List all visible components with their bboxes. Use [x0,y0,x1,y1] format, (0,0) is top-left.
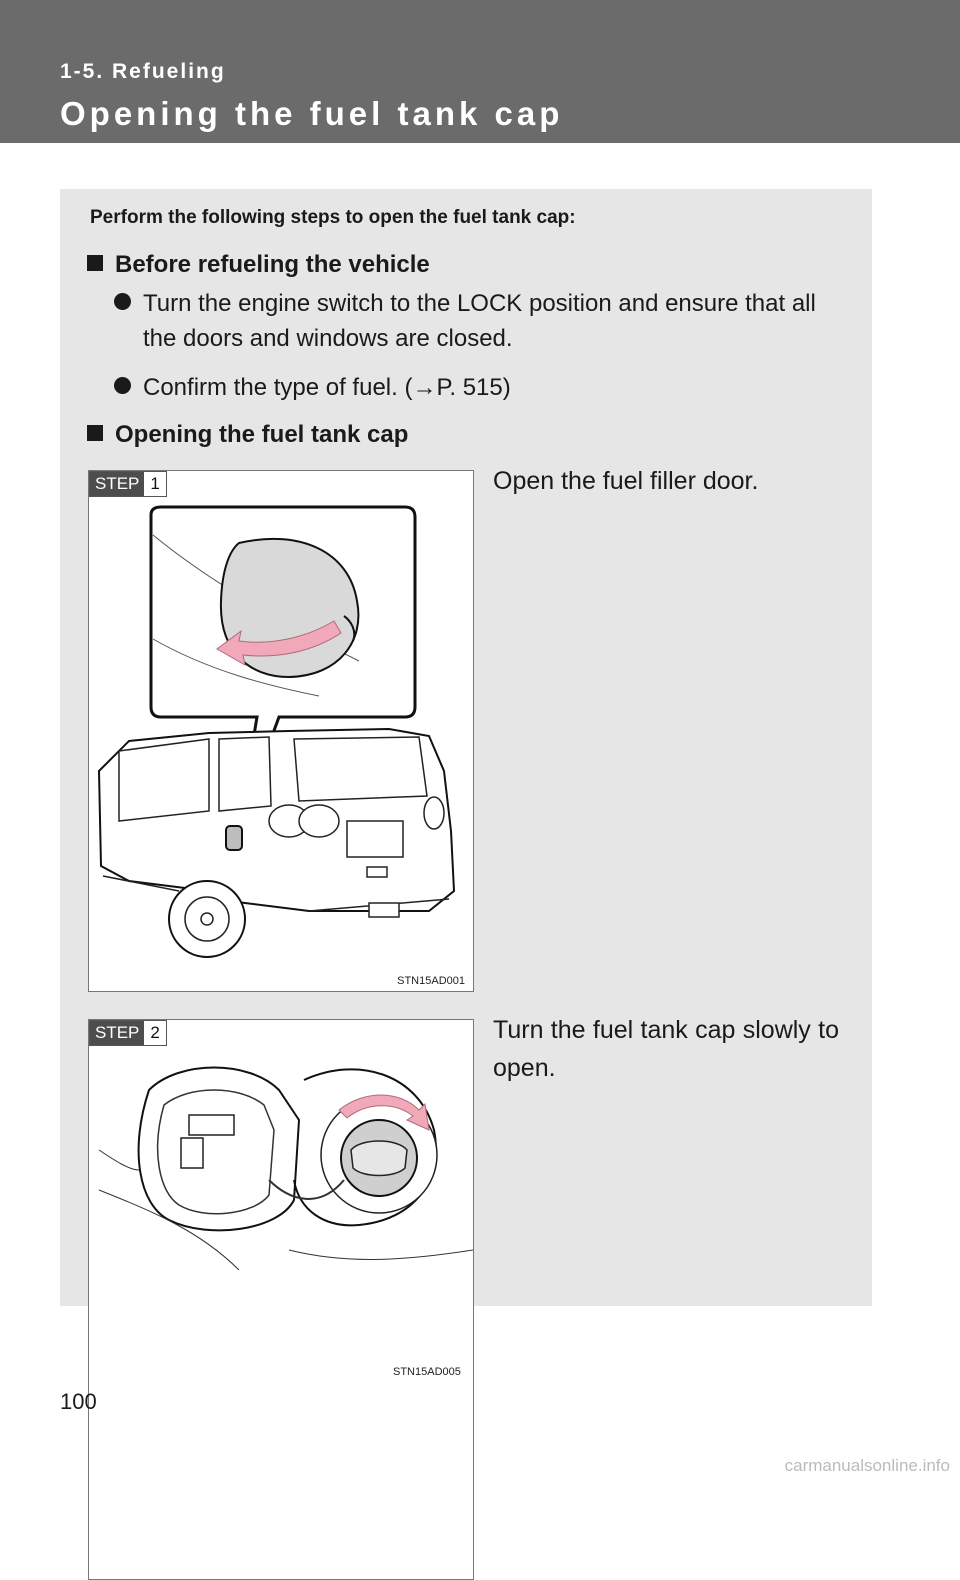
opening-cap-heading: Opening the fuel tank cap [87,421,408,449]
figure-code: STN15AD001 [397,975,465,987]
page-header [0,0,960,143]
square-bullet-icon [87,255,103,271]
suv-rear-fuel-door-illustration [89,471,473,991]
page-reference-link[interactable]: Confirm the type of fuel. (→P. 515) [143,374,511,401]
section-label: 1-5. Refueling [60,60,226,83]
fuel-cap-illustration [89,1020,473,1280]
figure-code-2: STN15AD005 [393,1366,461,1378]
step-2-badge: STEP 2 [89,1020,167,1046]
intro-text: Perform the following steps to open the fuel tank cap: [90,207,576,228]
step-1-text: Open the fuel filler door. [493,467,759,495]
step-2-text: Turn the fuel tank cap slowly to open. [493,1016,839,1082]
content-panel [60,189,872,1306]
step-2-figure [88,1019,474,1580]
circle-bullet-icon [114,293,131,310]
step-1-badge: STEP 1 [89,471,167,497]
bullet-fuel-type [114,370,854,405]
square-bullet-icon [87,425,103,441]
page-title: Opening the fuel tank cap [60,95,564,132]
circle-bullet-icon [114,377,131,394]
step-1-figure [88,470,474,992]
watermark: carmanualsonline.info [784,1456,950,1475]
before-refueling-heading: Before refueling the vehicle [87,251,430,279]
bullet-engine-switch: Turn the engine switch to the LOCK position and ensure that all the doors and windows are closed. [114,286,854,356]
page-number: 100 [60,1389,97,1414]
